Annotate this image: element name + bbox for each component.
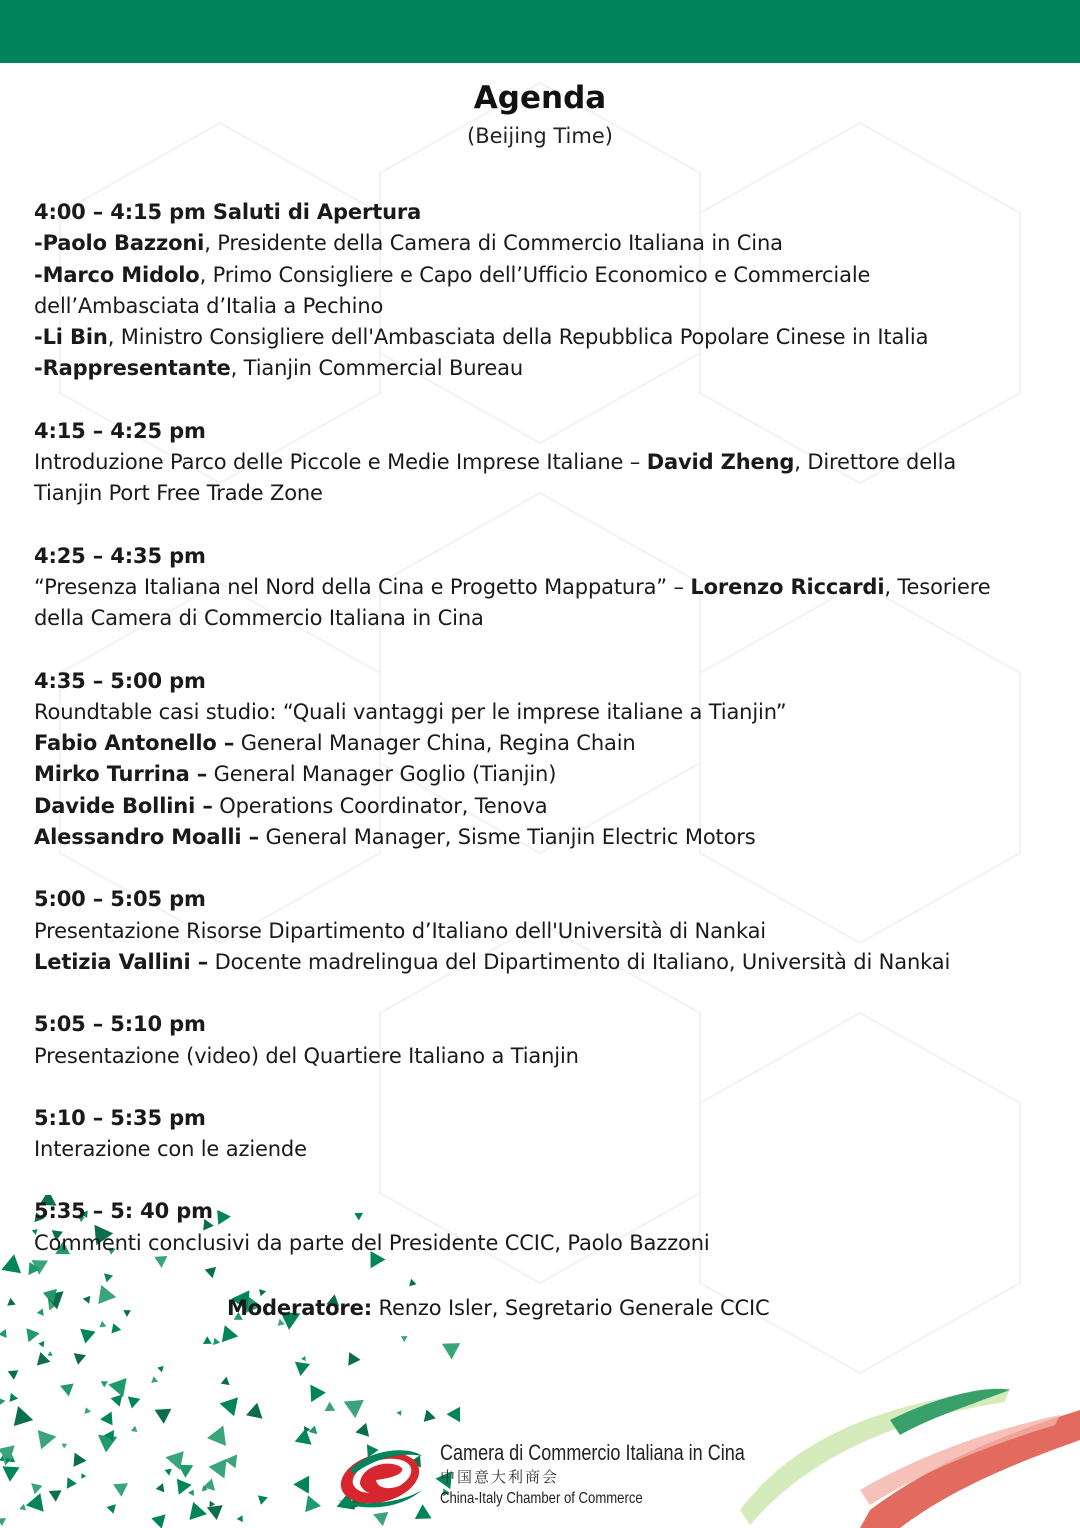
session-detail-line — [34, 947, 1054, 978]
confetti-piece — [0, 1518, 6, 1526]
agenda-header — [0, 78, 1080, 154]
confetti-piece — [295, 1429, 312, 1445]
confetti-piece — [305, 1495, 321, 1512]
confetti-piece — [113, 1483, 128, 1497]
confetti-piece — [344, 1400, 364, 1418]
session-time: 4:15 – 4:25 pm — [34, 418, 206, 443]
session-detail-line — [34, 228, 1054, 259]
confetti-piece — [258, 1495, 268, 1505]
confetti-piece — [151, 1514, 165, 1528]
session-detail-line — [34, 916, 1054, 947]
page-title: Agenda — [473, 80, 607, 116]
confetti-piece — [156, 1483, 165, 1492]
moderator-value: Renzo Isler, Segretario Generale CCIC — [371, 1296, 770, 1320]
line-prefix: Introduzione Parco delle Piccole e Medie Imprese Italiane – — [34, 450, 647, 475]
line-text: General Manager, Sisme Tianjin Electric Motors — [259, 825, 756, 850]
speaker-name: Letizia Vallini – — [34, 949, 209, 974]
ccic-logo-text — [440, 1438, 812, 1510]
speaker-name: Lorenzo Riccardi — [690, 574, 885, 599]
confetti-piece — [222, 1325, 238, 1342]
line-text: , Primo Consigliere e Capo dell’Ufficio Economico e Commerciale — [199, 262, 871, 287]
agenda-session — [34, 1196, 1054, 1259]
line-text: Commenti conclusivi da parte del Presidente CCIC, Paolo Bazzoni — [34, 1230, 710, 1255]
speaker-name: David Zheng — [646, 450, 795, 475]
confetti-piece — [210, 1501, 216, 1507]
confetti-piece — [100, 1412, 113, 1426]
confetti-piece — [293, 1476, 309, 1494]
line-text: Presentazione (video) del Quartiere Italiano a Tianjin — [34, 1043, 579, 1068]
confetti-piece — [401, 1336, 408, 1342]
confetti-piece — [67, 1477, 77, 1488]
confetti-piece — [38, 1341, 44, 1348]
session-detail-line — [34, 1041, 1054, 1072]
confetti-piece — [38, 1430, 57, 1449]
confetti-piece — [74, 1353, 86, 1365]
confetti-piece — [131, 1426, 138, 1432]
session-time: 5:05 – 5:10 pm — [34, 1012, 206, 1037]
line-text: dell’Ambasciata d’Italia a Pechino — [34, 293, 384, 318]
speaker-name: Li Bin — [42, 325, 108, 350]
line-prefix: - — [34, 325, 43, 350]
logo-name-italian: Camera di Commercio Italiana in Cina — [440, 1440, 745, 1465]
line-prefix: - — [34, 356, 43, 381]
confetti-piece — [81, 1473, 86, 1479]
confetti-piece — [108, 1378, 126, 1397]
confetti-piece — [1, 1254, 21, 1273]
session-time: 5:35 – 5: 40 pm — [34, 1199, 213, 1224]
logo-name-chinese: 中国意大利商会 — [440, 1469, 560, 1486]
session-time-line — [34, 884, 1054, 915]
session-detail-line — [34, 353, 1054, 384]
confetti-piece — [246, 1403, 263, 1419]
agenda-session — [34, 197, 1054, 385]
confetti-piece — [101, 1381, 108, 1387]
session-time-line — [34, 197, 1054, 228]
confetti-piece — [26, 1328, 39, 1342]
line-text: della Camera di Commercio Italiana in Cina — [34, 606, 484, 631]
line-text: , Tesoriere — [884, 574, 991, 599]
confetti-piece — [237, 1515, 243, 1522]
session-detail-line — [34, 322, 1054, 353]
confetti-piece — [14, 1406, 33, 1426]
confetti-piece — [213, 1338, 220, 1345]
line-text: Presentazione Risorse Dipartimento d’Italiano dell'Università di Nankai — [34, 918, 766, 943]
session-time: 4:25 – 4:35 pm — [34, 543, 206, 568]
top-color-bar — [0, 0, 1080, 63]
confetti-piece — [0, 1329, 7, 1338]
speaker-name: Fabio Antonello – — [34, 731, 235, 756]
agenda-session — [34, 1103, 1054, 1166]
confetti-piece — [10, 1393, 19, 1402]
confetti-piece — [220, 1397, 238, 1416]
moderator-line — [227, 1293, 770, 1324]
agenda-session — [34, 1009, 1054, 1072]
line-text: , Presidente della Camera di Commercio Italiana in Cina — [204, 231, 783, 256]
confetti-piece — [111, 1323, 121, 1333]
agenda-session — [34, 884, 1054, 978]
line-text: General Manager China, Regina Chain — [234, 731, 636, 756]
speaker-name: Mirko Turrina – — [34, 762, 208, 787]
confetti-piece — [325, 1402, 336, 1412]
confetti-piece — [221, 1377, 230, 1386]
session-time-line — [34, 1196, 1054, 1227]
confetti-piece — [155, 1409, 172, 1424]
session-time: 4:00 – 4:15 pm — [34, 200, 206, 224]
confetti-piece — [19, 1504, 26, 1511]
confetti-piece — [47, 1351, 52, 1356]
confetti-piece — [355, 1423, 369, 1437]
confetti-piece — [128, 1396, 141, 1408]
session-time-line — [34, 1103, 1054, 1134]
line-text: Interazione con le aziende — [34, 1137, 307, 1162]
agenda-session — [34, 416, 1054, 510]
confetti-piece — [207, 1505, 223, 1520]
line-text: , Tianjin Commercial Bureau — [230, 356, 524, 381]
confetti-piece — [348, 1352, 360, 1366]
line-text: Tianjin Port Free Trade Zone — [34, 481, 323, 506]
line-text: , Ministro Consigliere dell'Ambasciata della Repubblica Popolare Cinese in Italia — [107, 325, 929, 350]
confetti-piece — [99, 1321, 106, 1328]
line-prefix: - — [34, 262, 43, 287]
session-time: 5:10 – 5:35 pm — [34, 1105, 206, 1130]
line-text: Roundtable casi studio: “Quali vantaggi per le imprese italiane a Tianjin” — [34, 699, 787, 724]
confetti-piece — [207, 1426, 226, 1446]
confetti-piece — [107, 1504, 116, 1514]
confetti-piece — [151, 1376, 158, 1383]
confetti-piece — [31, 1483, 42, 1494]
page-subtitle: (Beijing Time) — [467, 124, 613, 148]
confetti-piece — [80, 1329, 95, 1344]
confetti-piece — [447, 1407, 461, 1423]
confetti-piece — [209, 1459, 227, 1479]
session-detail-line — [34, 791, 1054, 822]
agenda-session — [34, 541, 1054, 635]
session-detail-line — [34, 1134, 1054, 1165]
session-detail-line — [34, 291, 1054, 322]
confetti-piece — [8, 1370, 19, 1380]
agenda-list — [34, 197, 1054, 1290]
confetti-piece — [2, 1466, 19, 1481]
session-time-line — [34, 666, 1054, 697]
session-time: 5:00 – 5:05 pm — [34, 887, 206, 912]
line-text: General Manager Goglio (Tianjin) — [207, 762, 557, 787]
confetti-piece — [188, 1490, 194, 1497]
session-detail-line — [34, 759, 1054, 790]
confetti-piece — [157, 1366, 164, 1373]
confetti-piece — [26, 1493, 44, 1512]
session-time-line — [34, 416, 1054, 447]
confetti-piece — [0, 1398, 5, 1405]
line-prefix: - — [34, 231, 43, 256]
confetti-piece — [83, 1296, 91, 1304]
speaker-name: Rappresentante — [42, 356, 231, 381]
session-detail-line — [34, 572, 1054, 603]
session-detail-line — [34, 697, 1054, 728]
confetti-piece — [7, 1298, 16, 1306]
session-detail-line — [34, 260, 1054, 291]
confetti-piece — [203, 1336, 212, 1344]
session-detail-line — [34, 447, 1054, 478]
confetti-piece — [85, 1407, 92, 1414]
session-heading: Saluti di Apertura — [205, 200, 422, 224]
confetti-piece — [62, 1444, 68, 1449]
confetti-piece — [37, 1309, 44, 1316]
session-time: 4:35 – 5:00 pm — [34, 668, 206, 693]
confetti-piece — [310, 1385, 326, 1403]
confetti-piece — [309, 1426, 318, 1435]
confetti-piece — [60, 1384, 74, 1397]
confetti-piece — [424, 1410, 436, 1422]
speaker-name: Marco Midolo — [42, 262, 200, 287]
session-detail-line — [34, 728, 1054, 759]
confetti-piece — [373, 1512, 388, 1526]
line-text: Docente madrelingua del Dipartimento di Italiano, Università di Nankai — [208, 949, 951, 974]
session-detail-line — [34, 478, 1054, 509]
confetti-piece — [37, 1352, 51, 1366]
line-text: Operations Coordinator, Tenova — [212, 793, 548, 818]
confetti-piece — [111, 1395, 123, 1407]
confetti-piece — [49, 1490, 62, 1502]
ccic-logo-icon — [330, 1440, 430, 1512]
line-prefix: “Presenza Italiana nel Nord della Cina e Progetto Mappatura” – — [34, 574, 691, 599]
confetti-piece — [301, 1356, 306, 1361]
confetti-piece — [397, 1410, 402, 1415]
line-text: , Direttore della — [794, 450, 957, 475]
confetti-piece — [123, 1310, 131, 1317]
session-time-line — [34, 541, 1054, 572]
confetti-piece — [74, 1453, 87, 1467]
session-detail-line — [34, 1228, 1054, 1259]
confetti-piece — [165, 1469, 172, 1476]
logo-name-english: China-Italy Chamber of Commerce — [440, 1490, 643, 1507]
confetti-piece — [295, 1362, 310, 1376]
confetti-piece — [189, 1502, 207, 1520]
agenda-session — [34, 666, 1054, 854]
speaker-name: Alessandro Moalli – — [34, 825, 259, 850]
speaker-name: Paolo Bazzoni — [42, 231, 205, 256]
session-detail-line — [34, 822, 1054, 853]
session-detail-line — [34, 603, 1054, 634]
speaker-name: Davide Bollini – — [34, 793, 213, 818]
confetti-piece — [442, 1343, 460, 1359]
moderator-label: Moderatore: — [227, 1296, 372, 1320]
session-time-line — [34, 1009, 1054, 1040]
